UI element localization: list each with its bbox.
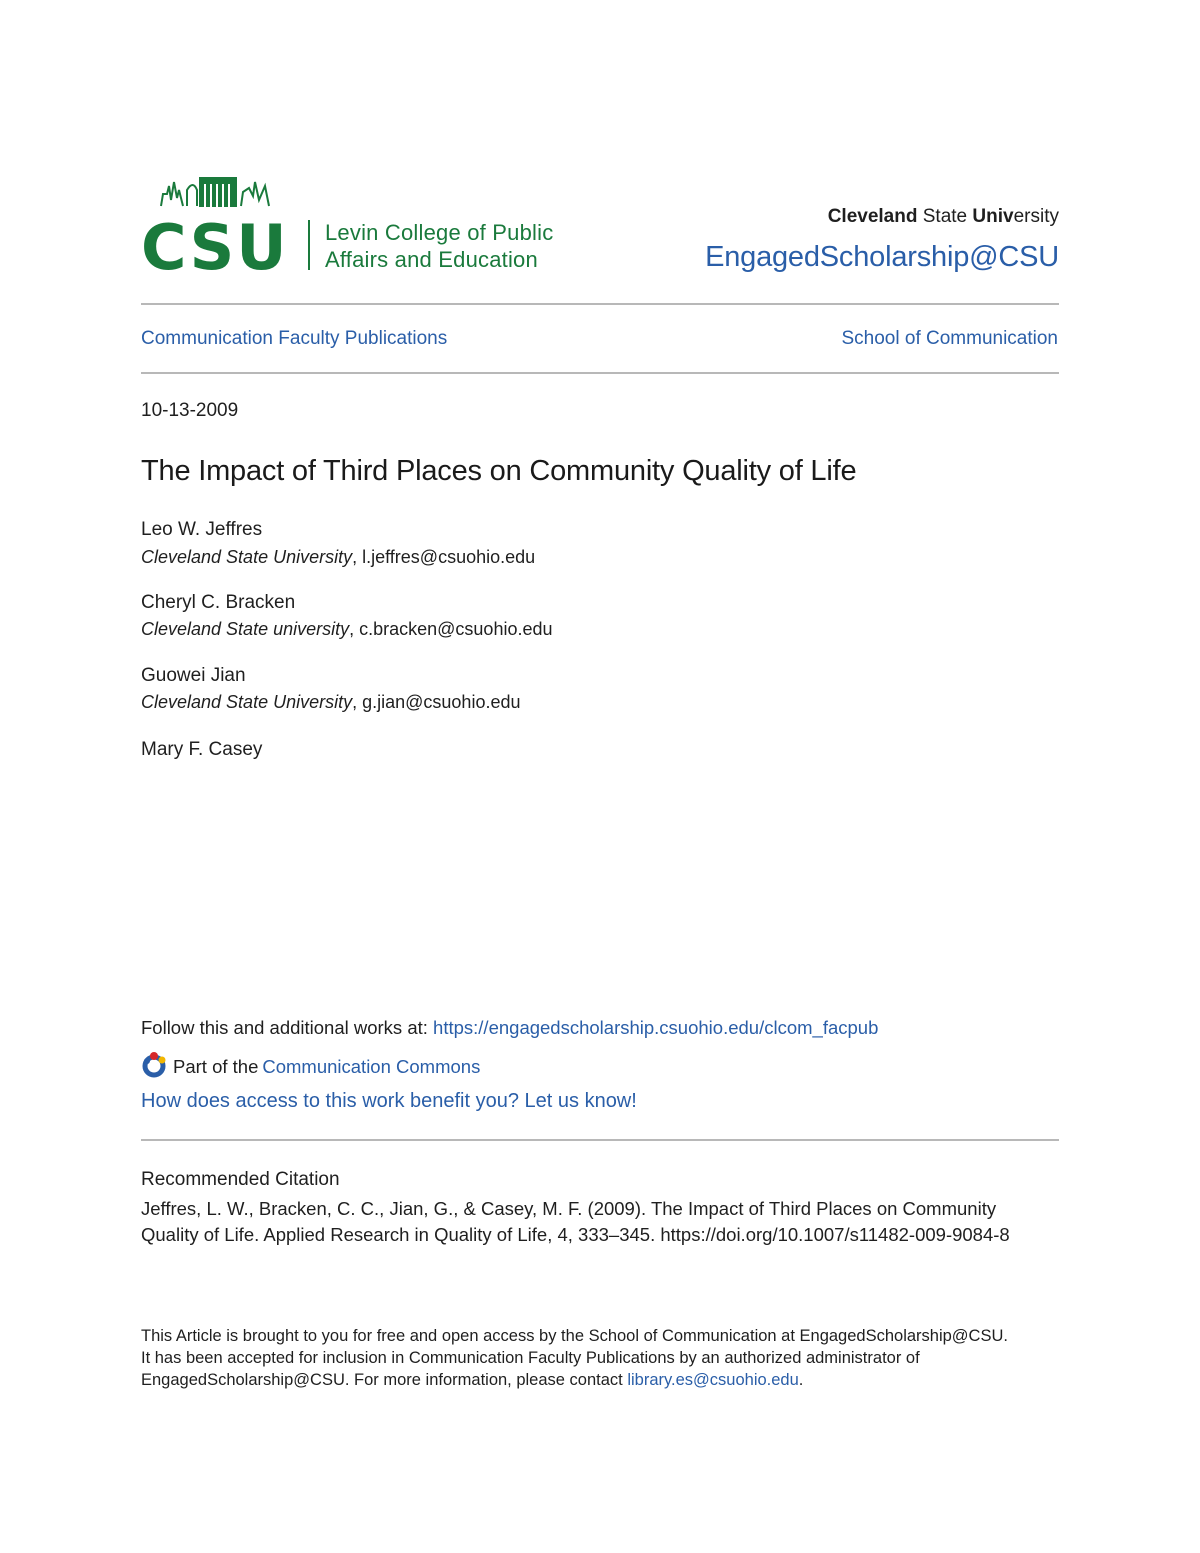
access-notice: This Article is brought to you for free and open access by the School of Communication at EngagedScholarship@CSU. It has been accepted for inclusion in Communication Faculty Publications by an authorized administrator of EngagedScholarship@CSU. For more information, please contact library.es@csuohio.edu. — [141, 1327, 1008, 1389]
author-name: Mary F. Casey — [141, 739, 263, 760]
university-name: Cleveland State University — [827, 206, 1059, 227]
collection-url-link[interactable]: https://engagedscholarship.csuohio.edu/clcom_facpub — [433, 1017, 879, 1038]
contact-email-link[interactable]: library.es@csuohio.edu — [627, 1371, 799, 1389]
college-name: Levin College of Public Affairs and Education — [325, 220, 554, 272]
publication-date: 10-13-2009 — [141, 400, 239, 421]
author-name: Cheryl C. Bracken — [141, 592, 296, 613]
part-of-line: Part of the Communication Commons — [141, 1050, 480, 1078]
divider — [141, 372, 1059, 374]
department-link[interactable]: School of Communication — [841, 328, 1058, 349]
repository-link[interactable]: EngagedScholarship@CSU — [705, 241, 1059, 273]
feedback-link[interactable]: How does access to this work benefit you? Let us know! — [141, 1090, 637, 1112]
network-icon — [141, 1050, 169, 1078]
skyline-icon — [161, 177, 269, 207]
author-name: Guowei Jian — [141, 665, 246, 686]
author-affiliation: Cleveland State University, g.jian@csuohio.edu — [141, 692, 521, 712]
csu-logo-text: CSU — [141, 211, 289, 275]
follow-line: Follow this and additional works at: https://engagedscholarship.csuohio.edu/clcom_facpub — [141, 1017, 879, 1038]
author-affiliation: Cleveland State university, c.bracken@csuohio.edu — [141, 619, 553, 639]
author-name: Leo W. Jeffres — [141, 519, 263, 540]
csu-logo — [141, 170, 301, 275]
citation-text: Jeffres, L. W., Bracken, C. C., Jian, G., & Casey, M. F. (2009). The Impact of Third Places on Community Quality of Life. Applied Research in Quality of Life, 4, 333–345. https://doi.org/10.1007/s11482-009-9084-8 — [141, 1198, 1010, 1245]
divider — [141, 303, 1059, 305]
citation-heading: Recommended Citation — [141, 1169, 340, 1190]
logo-divider — [308, 220, 310, 270]
divider — [141, 1139, 1059, 1141]
article-title: The Impact of Third Places on Community Quality of Life — [141, 455, 857, 487]
author-affiliation: Cleveland State University, l.jeffres@csuohio.edu — [141, 547, 536, 567]
commons-link[interactable]: Communication Commons — [262, 1056, 481, 1077]
series-link[interactable]: Communication Faculty Publications — [141, 328, 448, 349]
